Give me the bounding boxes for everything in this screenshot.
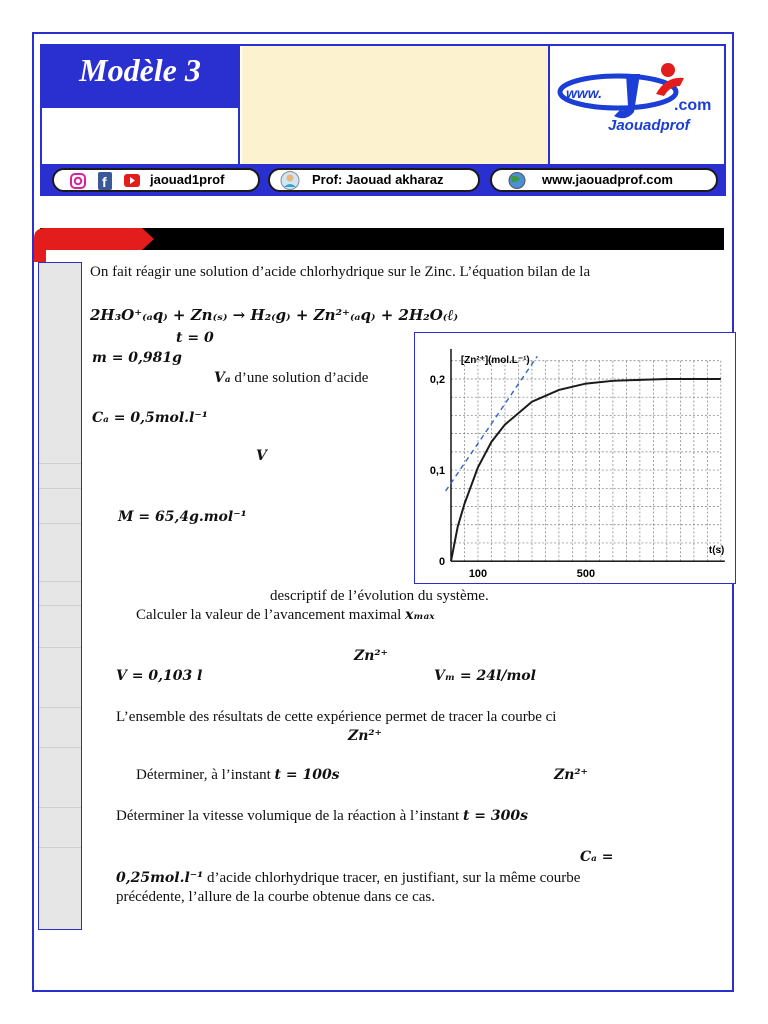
initial-time: t = 0 bbox=[176, 330, 214, 346]
instagram-icon[interactable] bbox=[70, 173, 86, 189]
youtube-icon[interactable] bbox=[124, 174, 140, 187]
x-tick-label: 500 bbox=[576, 568, 596, 581]
margin-line bbox=[39, 463, 81, 464]
logo-brand: Jaouadprof bbox=[608, 117, 690, 134]
new-acid-text: d’acide chlorhydrique tracer, en justifiant, sur la même courbe bbox=[203, 870, 581, 886]
y-tick-label: 0 bbox=[438, 556, 446, 569]
zn-ion-label-1: Zn²⁺ bbox=[354, 648, 388, 664]
margin-line bbox=[39, 647, 81, 648]
xmax-question: Calculer la valeur de l’avancement maximal bbox=[136, 607, 406, 623]
social-handle: jaouad1prof bbox=[150, 172, 225, 187]
y-tick-label: 0,1 bbox=[429, 465, 446, 478]
svg-text:f: f bbox=[102, 174, 107, 190]
margin-column bbox=[38, 262, 82, 930]
gas-volume-symbol: V bbox=[256, 448, 267, 464]
tangent-line bbox=[446, 356, 538, 491]
jaouadprof-logo bbox=[556, 56, 716, 136]
header-blank-box bbox=[40, 108, 240, 164]
determine-text-2: Déterminer la vitesse volumique de la réaction à l’instant bbox=[116, 808, 463, 824]
xmax-symbol: xₘₐₓ bbox=[405, 607, 435, 623]
margin-line bbox=[39, 707, 81, 708]
x-tick-label: 100 bbox=[468, 568, 488, 581]
molar-volume: Vₘ = 24l/mol bbox=[434, 668, 536, 684]
margin-line bbox=[39, 807, 81, 808]
margin-line bbox=[39, 581, 81, 582]
site-url[interactable]: www.jaouadprof.com bbox=[542, 172, 673, 187]
logo-figure-head bbox=[661, 63, 675, 77]
page-title: Modèle 3 bbox=[40, 44, 240, 108]
margin-line bbox=[39, 605, 81, 606]
intro-text: On fait réagir une solution d’acide chlorhydrique sur le Zinc. L’équation bilan de la bbox=[90, 264, 591, 280]
gas-volume-value: V = 0,103 l bbox=[116, 668, 203, 684]
ensemble-text: L’ensemble des résultats de cette expérience permet de tracer la courbe ci bbox=[116, 709, 557, 725]
social-pill-site[interactable] bbox=[490, 168, 718, 192]
zinc-mass: m = 0,981g bbox=[92, 350, 182, 366]
globe-icon bbox=[506, 171, 528, 190]
header-center-panel bbox=[242, 46, 548, 164]
margin-line bbox=[39, 847, 81, 848]
reaction-equation: 2H₃O⁺₍ₐq₎ + Zn₍ₛ₎ → H₂₍g₎ + Zn²⁺₍ₐq₎ + 2H₂O₍ℓ₎ bbox=[90, 306, 459, 324]
zn-ion-label-2: Zn²⁺ bbox=[348, 728, 382, 744]
avatar-icon bbox=[280, 171, 300, 190]
logo-com: .com bbox=[674, 97, 712, 114]
time-100s: t = 100s bbox=[274, 767, 340, 783]
facebook-icon[interactable] bbox=[98, 172, 112, 190]
new-acid-concentration-symbol: Cₐ = bbox=[580, 849, 614, 865]
margin-line bbox=[39, 523, 81, 524]
x-axis-label: t(s) bbox=[708, 545, 725, 557]
prof-name: Prof: Jaouad akharaz bbox=[312, 172, 444, 187]
precedente-text: précédente, l’allure de la courbe obtenue dans ce cas. bbox=[116, 889, 435, 905]
y-axis-label: [Zn²⁺](mol.L⁻¹) bbox=[460, 354, 530, 366]
zn-ion-label-3: Zn²⁺ bbox=[554, 767, 588, 783]
acid-concentration: Cₐ = 0,5mol.l⁻¹ bbox=[92, 410, 208, 426]
margin-line bbox=[39, 488, 81, 489]
section-marker bbox=[34, 228, 154, 262]
logo-j-shape bbox=[614, 74, 640, 118]
concentration-chart bbox=[414, 332, 736, 584]
social-pill-handle[interactable] bbox=[52, 168, 260, 192]
acid-volume-symbol: Vₐ bbox=[214, 370, 231, 386]
social-pill-prof[interactable] bbox=[268, 168, 480, 192]
acid-volume-text: d’une solution d’acide bbox=[230, 370, 369, 386]
descriptif-text: descriptif de l’évolution du système. bbox=[270, 588, 489, 604]
logo-www: www. bbox=[566, 85, 603, 101]
molar-mass: M = 65,4g.mol⁻¹ bbox=[118, 509, 247, 525]
header-divider bbox=[548, 46, 550, 164]
y-tick-label: 0,2 bbox=[429, 373, 446, 386]
margin-line bbox=[39, 747, 81, 748]
new-acid-concentration-value: 0,25mol.l⁻¹ bbox=[116, 870, 204, 886]
determine-text-1: Déterminer, à l’instant bbox=[136, 767, 275, 783]
time-300s: t = 300s bbox=[462, 808, 529, 824]
